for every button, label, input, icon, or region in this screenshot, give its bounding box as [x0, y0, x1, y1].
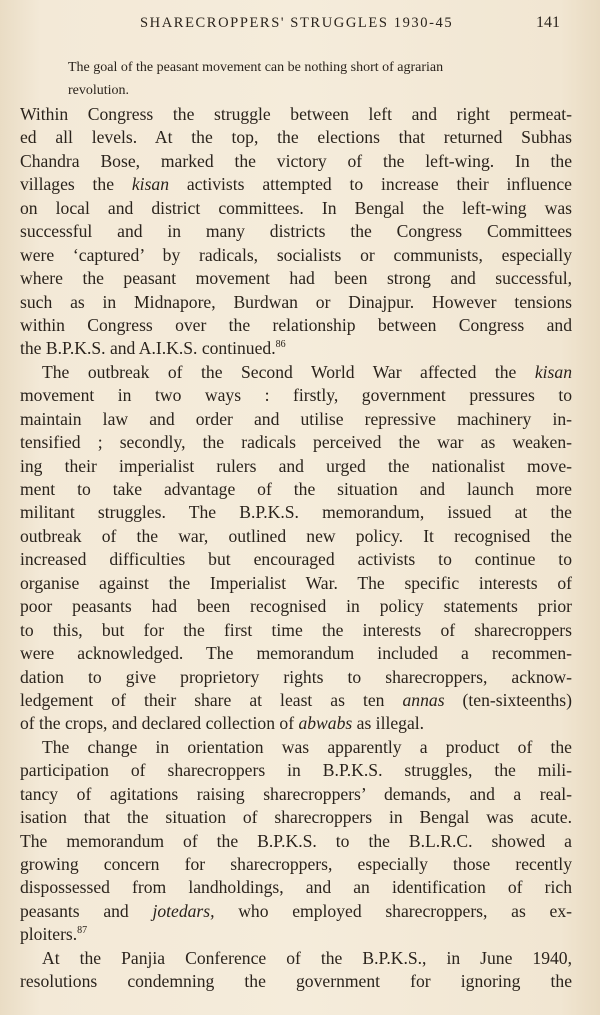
text-run: The outbreak of the Second World War affected the — [42, 361, 535, 382]
text-line — [20, 712, 572, 735]
epigraph-line: revolution. — [68, 83, 130, 99]
text-line: on local and district committees. In Bengal the left-wing was — [20, 197, 572, 218]
text-line: ed all levels. At the top, the elections that returned Subhas — [20, 127, 572, 148]
text-line: tensified ; secondly, the radicals perceived the war as weaken- — [20, 432, 572, 453]
text-run: (ten-sixteenths) — [444, 689, 572, 710]
text-line: At the Panjia Conference of the B.P.K.S., in June 1940, — [42, 947, 572, 968]
text-line: growing concern for sharecroppers, especially those recently — [20, 854, 572, 874]
text-line: resolutions condemning the government for ignoring the — [20, 971, 572, 992]
epigraph-line: The goal of the peasant movement can be nothing short of agrarian — [68, 60, 444, 75]
paragraph-3 — [20, 736, 572, 947]
text-line — [20, 923, 572, 946]
running-head — [0, 10, 600, 36]
running-title: SHARECROPPERS' STRUGGLES 1930-45 — [140, 15, 454, 31]
text-run: ploiters. — [20, 924, 78, 945]
text-line: dispossessed from landholdings, and an identification of rich — [20, 877, 572, 898]
text-line: ment to take advantage of the situation and launch more — [20, 479, 572, 499]
footnote-ref: 86 — [275, 339, 286, 351]
text-line: poor peasants had been recognised in policy statements prior — [20, 596, 572, 617]
footnote-ref: 87 — [77, 925, 88, 937]
text-line — [20, 173, 572, 196]
text-line — [20, 900, 572, 923]
text-run: activists attempted to increase their influence — [169, 174, 572, 195]
text-run: peasants and — [20, 900, 153, 921]
text-line: such as in Midnapore, Burdwan or Dinajpur. However tensions — [20, 291, 572, 312]
text-run: villages the — [20, 174, 132, 195]
text-line: The memorandum of the B.P.K.S. to the B.L.R.C. showed a — [20, 830, 572, 851]
text-line: to this, but for the first time the interests of sharecroppers — [20, 619, 572, 640]
text-line — [20, 361, 572, 384]
text-line: Within Congress the struggle between left and right permeat- — [20, 104, 572, 124]
italic-term: kisan — [131, 174, 170, 195]
text-line: where the peasant movement had been strong and successful, — [20, 268, 572, 289]
text-line: movement in two ways : firstly, government pressures to — [20, 385, 572, 406]
text-line: within Congress over the relationship between Congress and — [20, 314, 572, 335]
paragraph-4 — [20, 947, 572, 994]
text-line: The change in orientation was apparently a product of the — [42, 736, 572, 757]
italic-term: jotedars, — [152, 900, 215, 921]
text-run: the B.P.K.S. and A.I.K.S. continued. — [20, 338, 276, 359]
text-line: militant struggles. The B.P.K.S. memorandum, issued at the — [20, 502, 572, 523]
text-line: were ‘captured’ by radicals, socialists or communists, especially — [20, 244, 572, 265]
text-run: ledgement of their share at least as ten — [20, 689, 403, 710]
text-line: dation to give proprietory rights to sharecroppers, acknow- — [20, 666, 572, 687]
paragraph-2 — [20, 361, 572, 736]
text-line: tancy of agitations raising sharecroppers’ demands, and a real- — [20, 783, 572, 804]
text-run: of the crops, and declared collection of — [20, 713, 299, 734]
text-line — [20, 689, 572, 712]
text-line: Chandra Bose, marked the victory of the left-wing. In the — [20, 150, 572, 171]
italic-term: abwabs — [298, 713, 353, 734]
text-line: ing their imperialist rulers and urged the nationalist move- — [20, 455, 572, 476]
text-line: isation that the situation of sharecroppers in Bengal was acute. — [20, 807, 572, 828]
text-line: increased difficulties but encouraged activists to continue to — [20, 549, 572, 570]
italic-term: kisan — [534, 361, 572, 382]
epigraph — [68, 58, 568, 105]
text-line: outbreak of the war, outlined new policy. It recognised the — [20, 525, 572, 546]
text-line: maintain law and order and utilise repressive machinery in- — [20, 408, 572, 429]
page-number: 141 — [536, 14, 560, 31]
text-line: were acknowledged. The memorandum included a recommen- — [20, 643, 572, 664]
text-line: organise against the Imperialist War. The specific interests of — [20, 572, 572, 593]
text-line: successful and in many districts the Congress Committees — [20, 221, 572, 242]
paragraph-1 — [20, 103, 572, 361]
text-run: as illegal. — [352, 713, 425, 734]
text-line: participation of sharecroppers in B.P.K.S. struggles, the mili- — [20, 760, 572, 781]
italic-term: annas — [402, 689, 445, 710]
body-text — [20, 103, 572, 994]
text-run: who employed sharecroppers, as ex- — [214, 900, 572, 921]
text-line — [20, 337, 572, 360]
